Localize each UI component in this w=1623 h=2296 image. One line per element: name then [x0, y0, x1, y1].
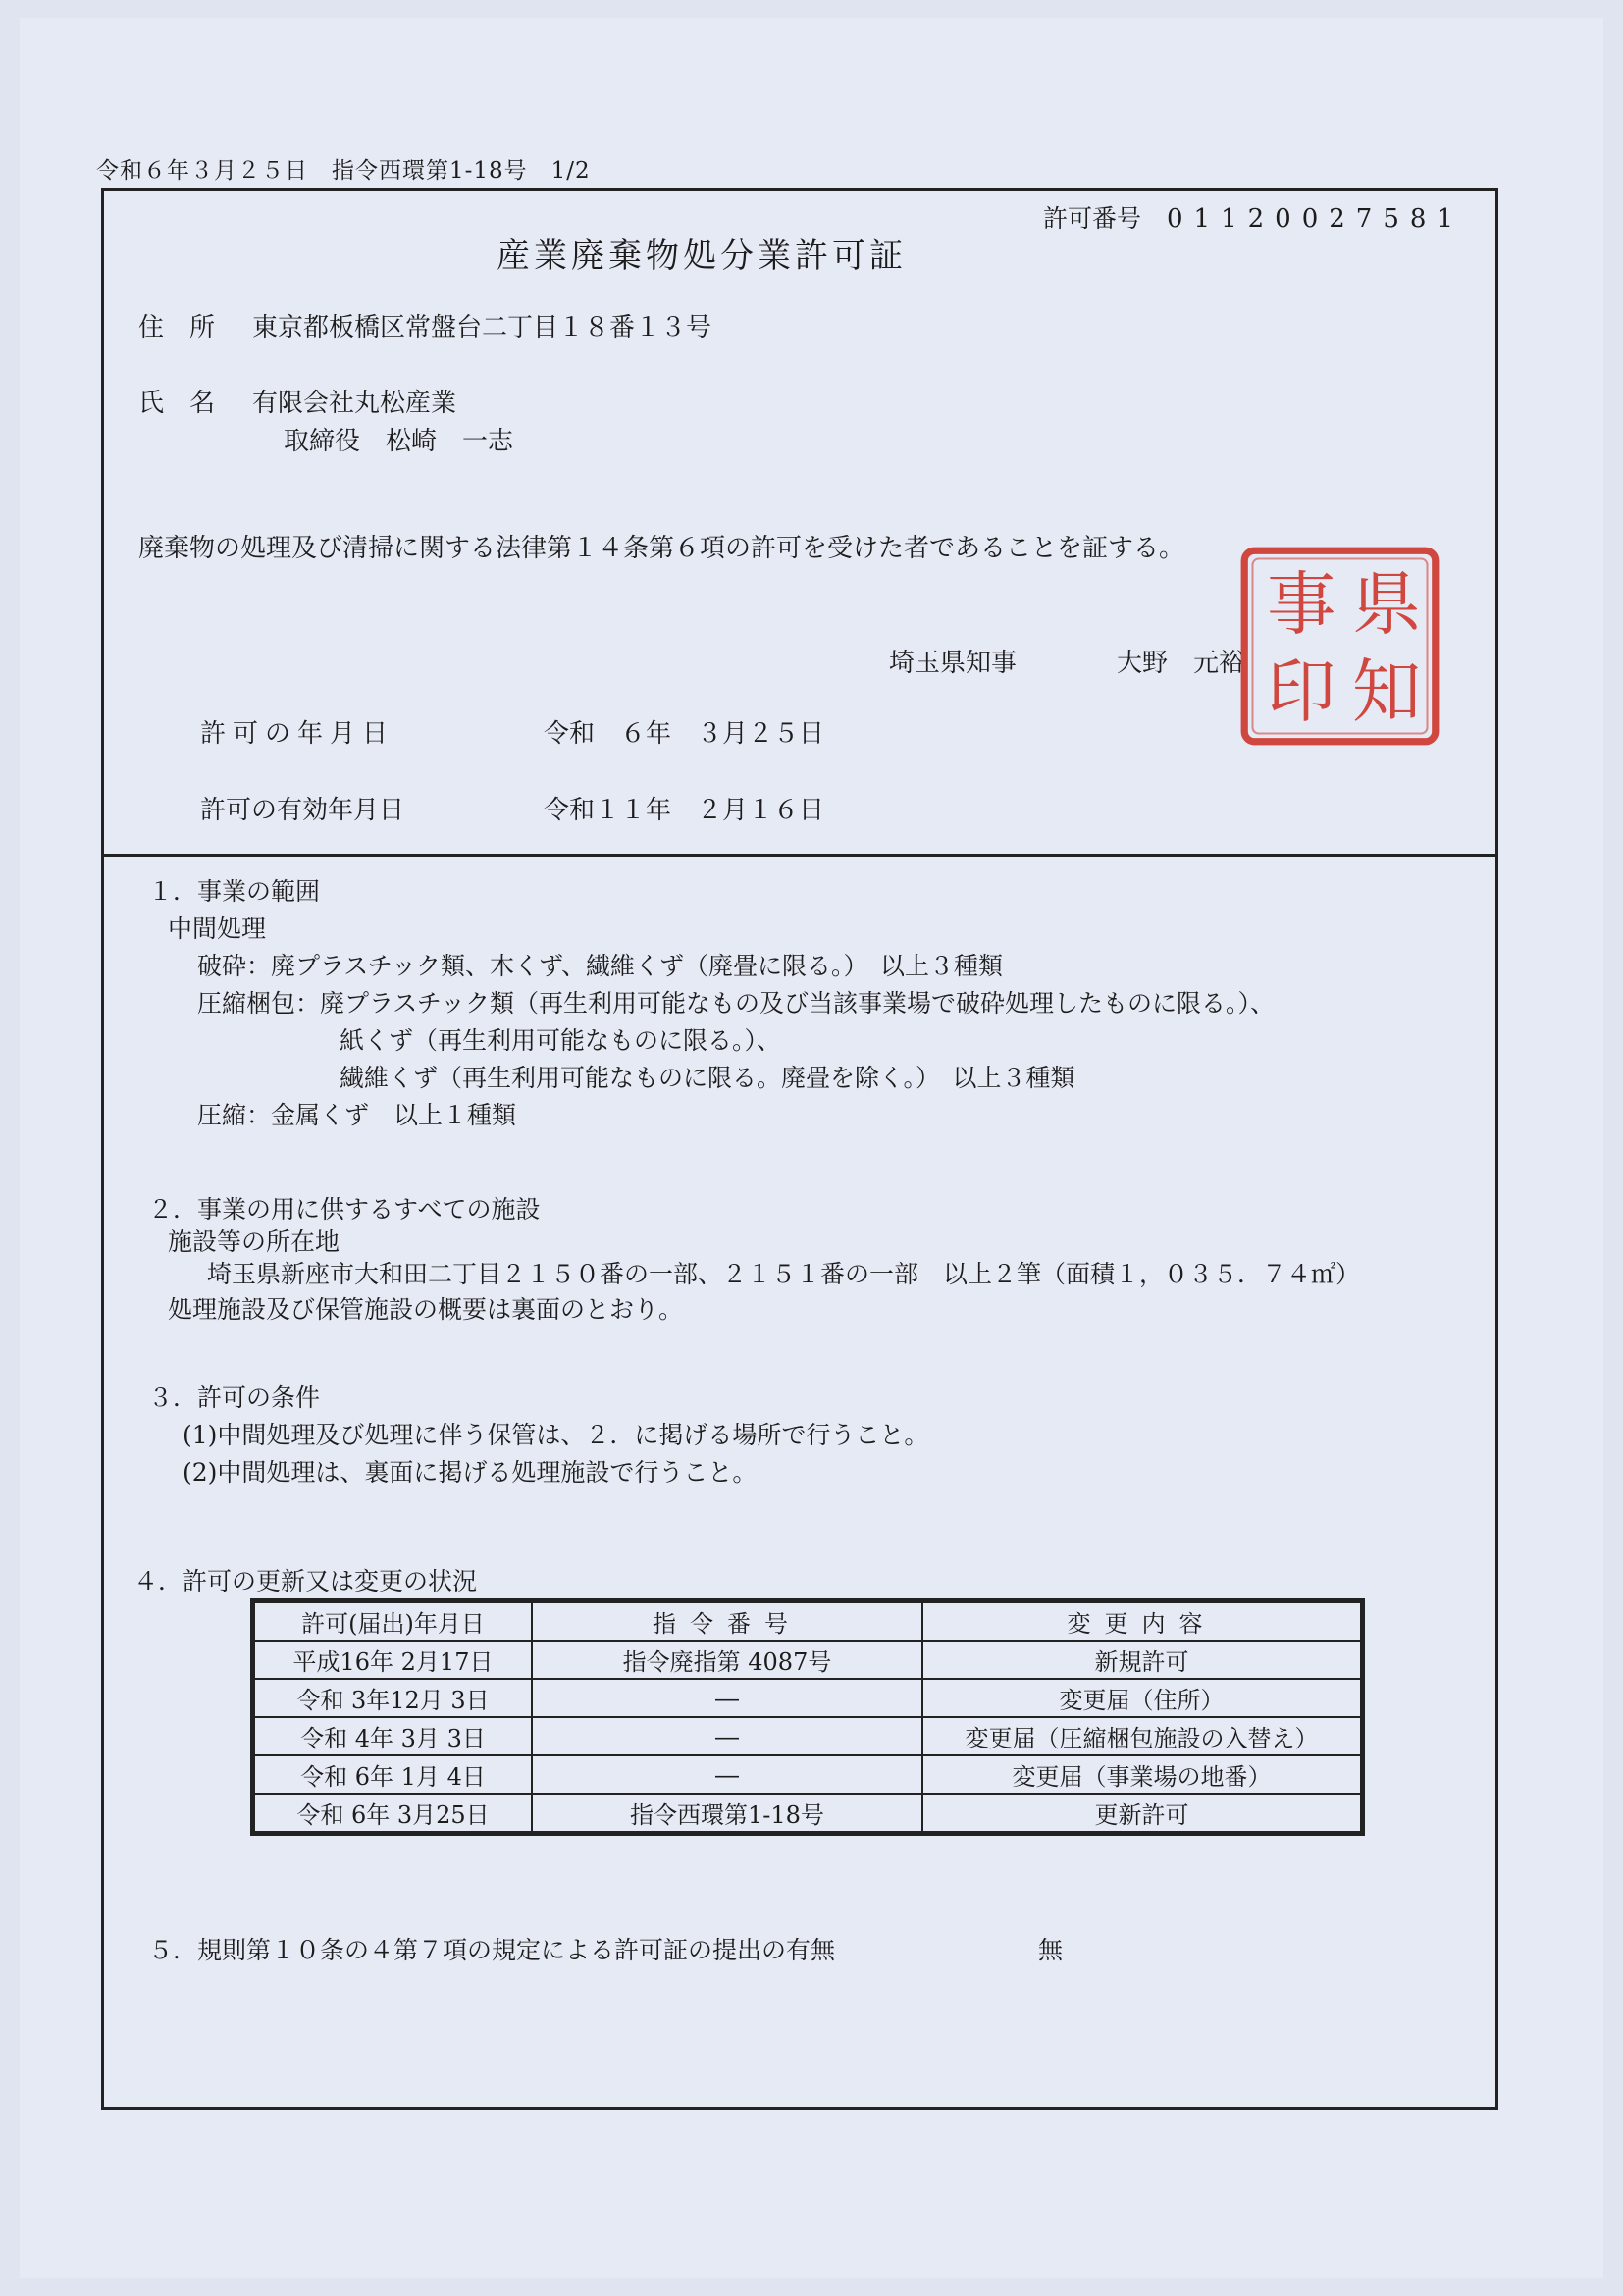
table-row — [254, 1794, 1361, 1832]
section5-heading: ５．規則第１０条の４第７項の規定による許可証の提出の有無 — [148, 1936, 836, 1964]
cell-order-no: 指令廃指第 4087号 — [532, 1641, 922, 1679]
document-title: 産業廃棄物処分業許可証 — [497, 236, 907, 276]
address-value: 東京都板橋区常盤台二丁目１８番１３号 — [252, 313, 712, 342]
section1-heading: １．事業の範囲 — [148, 877, 321, 906]
section-divider — [104, 854, 1495, 857]
section1-line: 破砕：廃プラスチック類、木くず、繊維くず（廃畳に限る。） 以上３種類 — [197, 952, 1004, 980]
cell-change: 変更届（住所） — [922, 1679, 1361, 1717]
permit-date-value: 令和 ６年 ３月２５日 — [544, 719, 825, 749]
permit-number: 01120027581 — [1167, 204, 1464, 234]
section1-category: 中間処理 — [168, 914, 267, 943]
section2-sub: 施設等の所在地 — [168, 1227, 340, 1256]
name-label: 氏 名 — [138, 389, 216, 418]
table-row — [254, 1679, 1361, 1717]
table-header-row — [254, 1602, 1361, 1641]
table-row — [254, 1717, 1361, 1755]
section2-heading: ２．事業の用に供するすべての施設 — [148, 1195, 541, 1224]
expiry-date-label: 許可の有効年月日 — [200, 796, 405, 825]
seal-icon — [1238, 545, 1441, 748]
cell-change: 変更届（圧縮梱包施設の入替え） — [922, 1717, 1361, 1755]
issuer-title: 埼玉県知事 — [889, 649, 1018, 678]
section5-value: 無 — [1038, 1936, 1064, 1964]
svg-text:県: 県 — [1351, 563, 1422, 645]
issuer-name: 大野 元裕 — [1117, 649, 1245, 678]
cell-date: 令和 6年 3月25日 — [254, 1794, 532, 1832]
section3-item: (2)中間処理は、裏面に掲げる処理施設で行うこと。 — [183, 1458, 758, 1487]
cell-order-no: ― — [532, 1679, 922, 1717]
permit-date-label: 許可の年月日 — [200, 719, 395, 749]
expiry-date-value: 令和１１年 ２月１６日 — [544, 796, 825, 825]
address-label: 住 所 — [138, 313, 216, 342]
section1-line: 繊維くず（再生利用可能なものに限る。廃畳を除く。） 以上３種類 — [340, 1064, 1075, 1092]
cell-change: 新規許可 — [922, 1641, 1361, 1679]
cell-date: 令和 3年12月 3日 — [254, 1679, 532, 1717]
section1-line: 紙くず（再生利用可能なものに限る。）、 — [340, 1026, 782, 1055]
col-header-order-no: 指令番号 — [532, 1602, 922, 1641]
history-table — [253, 1601, 1362, 1833]
cell-date: 平成16年 2月17日 — [254, 1641, 532, 1679]
cell-date: 令和 4年 3月 3日 — [254, 1717, 532, 1755]
cell-order-no: 指令西環第1-18号 — [532, 1794, 922, 1832]
cell-change: 更新許可 — [922, 1794, 1361, 1832]
permit-number-row — [1043, 199, 1464, 235]
section1-line: 圧縮梱包：廃プラスチック類（再生利用可能なもの及び当該事業場で破砕処理したものに限る。）、 — [197, 989, 1276, 1018]
section4-heading: ４．許可の更新又は変更の状況 — [133, 1567, 478, 1595]
header-line: 令和６年３月２５日 指令西環第1-18号 1/2 — [96, 158, 591, 183]
company-name: 有限会社丸松産業 — [252, 389, 457, 418]
table-row — [254, 1755, 1361, 1794]
section3-item: (1)中間処理及び処理に伴う保管は、２．に掲げる場所で行うこと。 — [183, 1421, 929, 1449]
cell-change: 変更届（事業場の地番） — [922, 1755, 1361, 1794]
svg-text:印: 印 — [1266, 651, 1336, 732]
svg-text:知: 知 — [1351, 651, 1422, 732]
representative-name: 取締役 松崎 一志 — [284, 427, 514, 456]
section2-location: 埼玉県新座市大和田二丁目２１５０番の一部、２１５１番の一部 以上２筆（面積１，０３５．７４㎡） — [207, 1260, 1361, 1288]
cell-order-no: ― — [532, 1755, 922, 1794]
permit-number-label: 許可番号 — [1043, 204, 1142, 233]
svg-text:事: 事 — [1266, 563, 1336, 645]
col-header-change: 変更内容 — [922, 1602, 1361, 1641]
cell-order-no: ― — [532, 1717, 922, 1755]
certification-text: 廃棄物の処理及び清掃に関する法律第１４条第６項の許可を受けた者であることを証する。 — [138, 534, 1185, 563]
col-header-date: 許可(届出)年月日 — [254, 1602, 532, 1641]
cell-date: 令和 6年 1月 4日 — [254, 1755, 532, 1794]
section1-line: 圧縮：金属くず 以上１種類 — [197, 1101, 517, 1129]
section2-note: 処理施設及び保管施設の概要は裏面のとおり。 — [168, 1295, 684, 1324]
section3-heading: ３．許可の条件 — [148, 1383, 321, 1412]
official-seal — [1238, 545, 1441, 748]
table-row — [254, 1641, 1361, 1679]
